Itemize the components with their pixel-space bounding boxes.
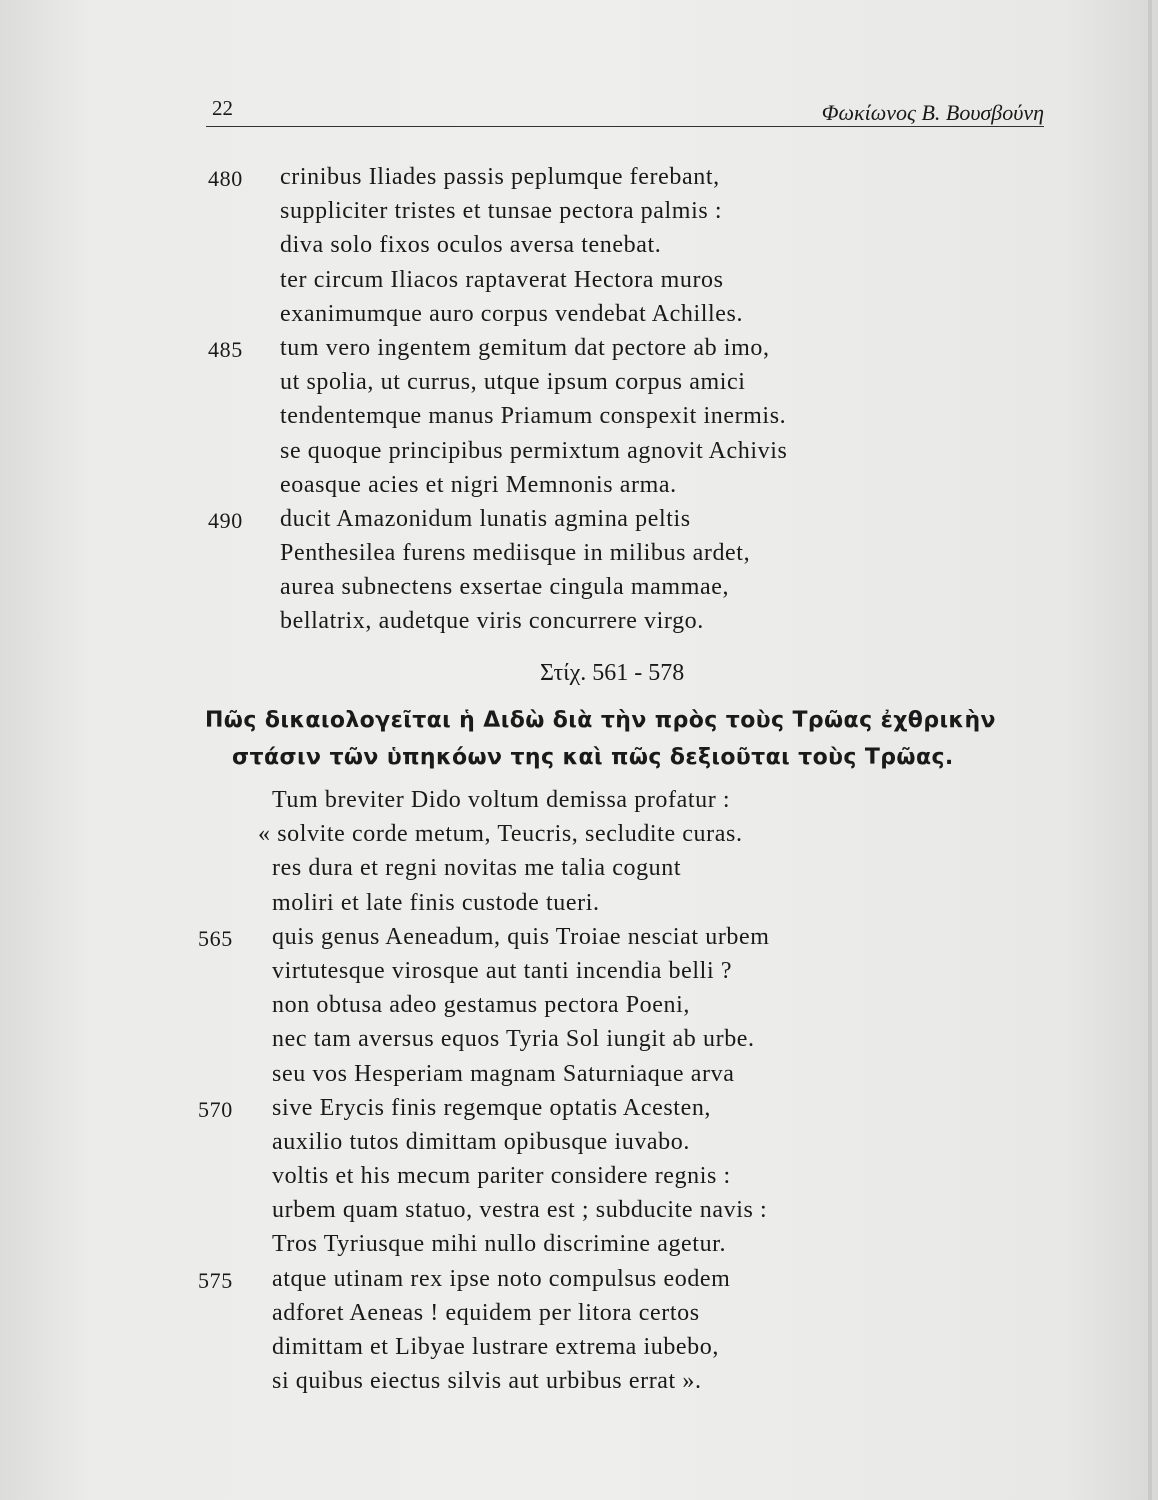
verse-text: tendentemque manus Priamum conspexit inermis. (280, 403, 787, 430)
verse-line (198, 855, 918, 889)
verse-line (198, 1368, 918, 1402)
verse-line (208, 301, 928, 335)
verse-line (198, 890, 918, 924)
line-number: 570 (198, 1096, 233, 1122)
verse-text: atque utinam rex ipse noto compulsus eodem (272, 1265, 731, 1292)
verse-line (208, 403, 928, 437)
verse-text: crinibus Iliades passis peplumque ferebant, (280, 164, 720, 190)
verse-text: urbem quam statuo, vestra est ; subducite navis : (272, 1197, 768, 1224)
verse-text: bellatrix, audetque viris concurrere virgo. (280, 608, 704, 635)
header-rule (206, 126, 1044, 127)
section-heading-line-2: στάσιν τῶν ὑπηκόων της καὶ πῶς δεξιοῦται τοὺς Τρῶας. (232, 745, 954, 770)
line-number: 490 (208, 507, 243, 533)
line-number: 565 (198, 925, 233, 951)
verse-line (198, 924, 918, 958)
verse-passage-1 (208, 164, 928, 643)
verse-text: ducit Amazonidum lunatis agmina peltis (280, 505, 691, 532)
verse-text: ut spolia, ut currus, utque ipsum corpus amici (280, 369, 746, 396)
verse-text: « solvite corde metum, Teucris, secludite curas. (258, 821, 743, 848)
verse-line (208, 267, 928, 301)
line-number: 485 (208, 336, 243, 362)
verse-line (198, 1197, 918, 1231)
verse-text: tum vero ingentem gemitum dat pectore ab imo, (280, 334, 770, 361)
verse-text: si quibus eiectus silvis aut urbibus errat ». (272, 1368, 702, 1395)
verse-line (208, 608, 928, 642)
verse-line (198, 821, 918, 855)
running-head: Φωκίωνος Β. Βουσβούνη (821, 100, 1044, 125)
verse-line (198, 1300, 918, 1334)
verse-line (208, 438, 928, 472)
verse-line (208, 335, 928, 369)
verse-text: virtutesque virosque aut tanti incendia belli ? (272, 957, 733, 984)
verse-line (198, 958, 918, 992)
verse-text: sive Erycis finis regemque optatis Acesten, (272, 1094, 712, 1121)
verse-line (208, 574, 928, 608)
verse-text: dimittam et Libyae lustrare extrema iubebo, (272, 1334, 719, 1360)
verse-text: nec tam aversus equos Tyria Sol iungit ab urbe. (272, 1026, 755, 1053)
verse-text: se quoque principibus permixtum agnovit Achivis (280, 437, 788, 464)
section-reference: Στίχ. 561 - 578 (540, 660, 685, 686)
page-edge-shadow (1148, 0, 1152, 1500)
verse-line (198, 1095, 918, 1129)
verse-line (208, 164, 928, 198)
verse-text: adforet Aeneas ! equidem per litora certos (272, 1299, 700, 1326)
verse-line (198, 787, 918, 821)
verse-text: diva solo fixos oculos aversa tenebat. (280, 232, 662, 259)
page-header (206, 96, 1044, 130)
verse-line (198, 1129, 918, 1163)
verse-line (198, 992, 918, 1026)
verse-text: moliri et late finis custode tueri. (272, 889, 600, 916)
verse-text: quis genus Aeneadum, quis Troiae nesciat urbem (272, 923, 770, 950)
verse-line (208, 369, 928, 403)
section-heading-line-1: Πῶς δικαιολογεῖται ἡ Διδὼ διὰ τὴν πρὸς τοὺς Τρῶας ἐχθρικὴν (205, 708, 996, 733)
verse-line (208, 506, 928, 540)
verse-text: seu vos Hesperiam magnam Saturniaque arva (272, 1060, 735, 1087)
verse-line (208, 232, 928, 266)
verse-line (198, 1334, 918, 1368)
line-number: 480 (208, 166, 243, 191)
verse-text: Tum breviter Dido voltum demissa profatur : (272, 787, 731, 813)
verse-passage-2 (198, 787, 918, 1402)
verse-text: suppliciter tristes et tunsae pectora palmis : (280, 198, 723, 225)
verse-line (208, 472, 928, 506)
verse-text: non obtusa adeo gestamus pectora Poeni, (272, 992, 690, 1019)
verse-line (198, 1163, 918, 1197)
verse-text: Penthesilea furens mediisque in milibus ardet, (280, 540, 751, 567)
page-number: 22 (212, 96, 233, 120)
verse-line (208, 540, 928, 574)
verse-text: res dura et regni novitas me talia cogunt (272, 855, 682, 882)
line-number: 575 (198, 1267, 233, 1293)
verse-text: Tros Tyriusque mihi nullo discrimine agetur. (272, 1231, 727, 1258)
verse-text: ter circum Iliacos raptaverat Hectora muros (280, 266, 724, 293)
verse-text: exanimumque auro corpus vendebat Achilles. (280, 300, 744, 327)
verse-text: voltis et his mecum pariter considere regnis : (272, 1163, 731, 1190)
verse-text: eoasque acies et nigri Memnonis arma. (280, 471, 677, 498)
verse-text: auxilio tutos dimittam opibusque iuvabo. (272, 1128, 690, 1155)
verse-line (198, 1231, 918, 1265)
verse-line (198, 1266, 918, 1300)
verse-text: aurea subnectens exsertae cingula mammae, (280, 574, 730, 601)
verse-line (198, 1026, 918, 1060)
verse-line (198, 1061, 918, 1095)
verse-line (208, 198, 928, 232)
